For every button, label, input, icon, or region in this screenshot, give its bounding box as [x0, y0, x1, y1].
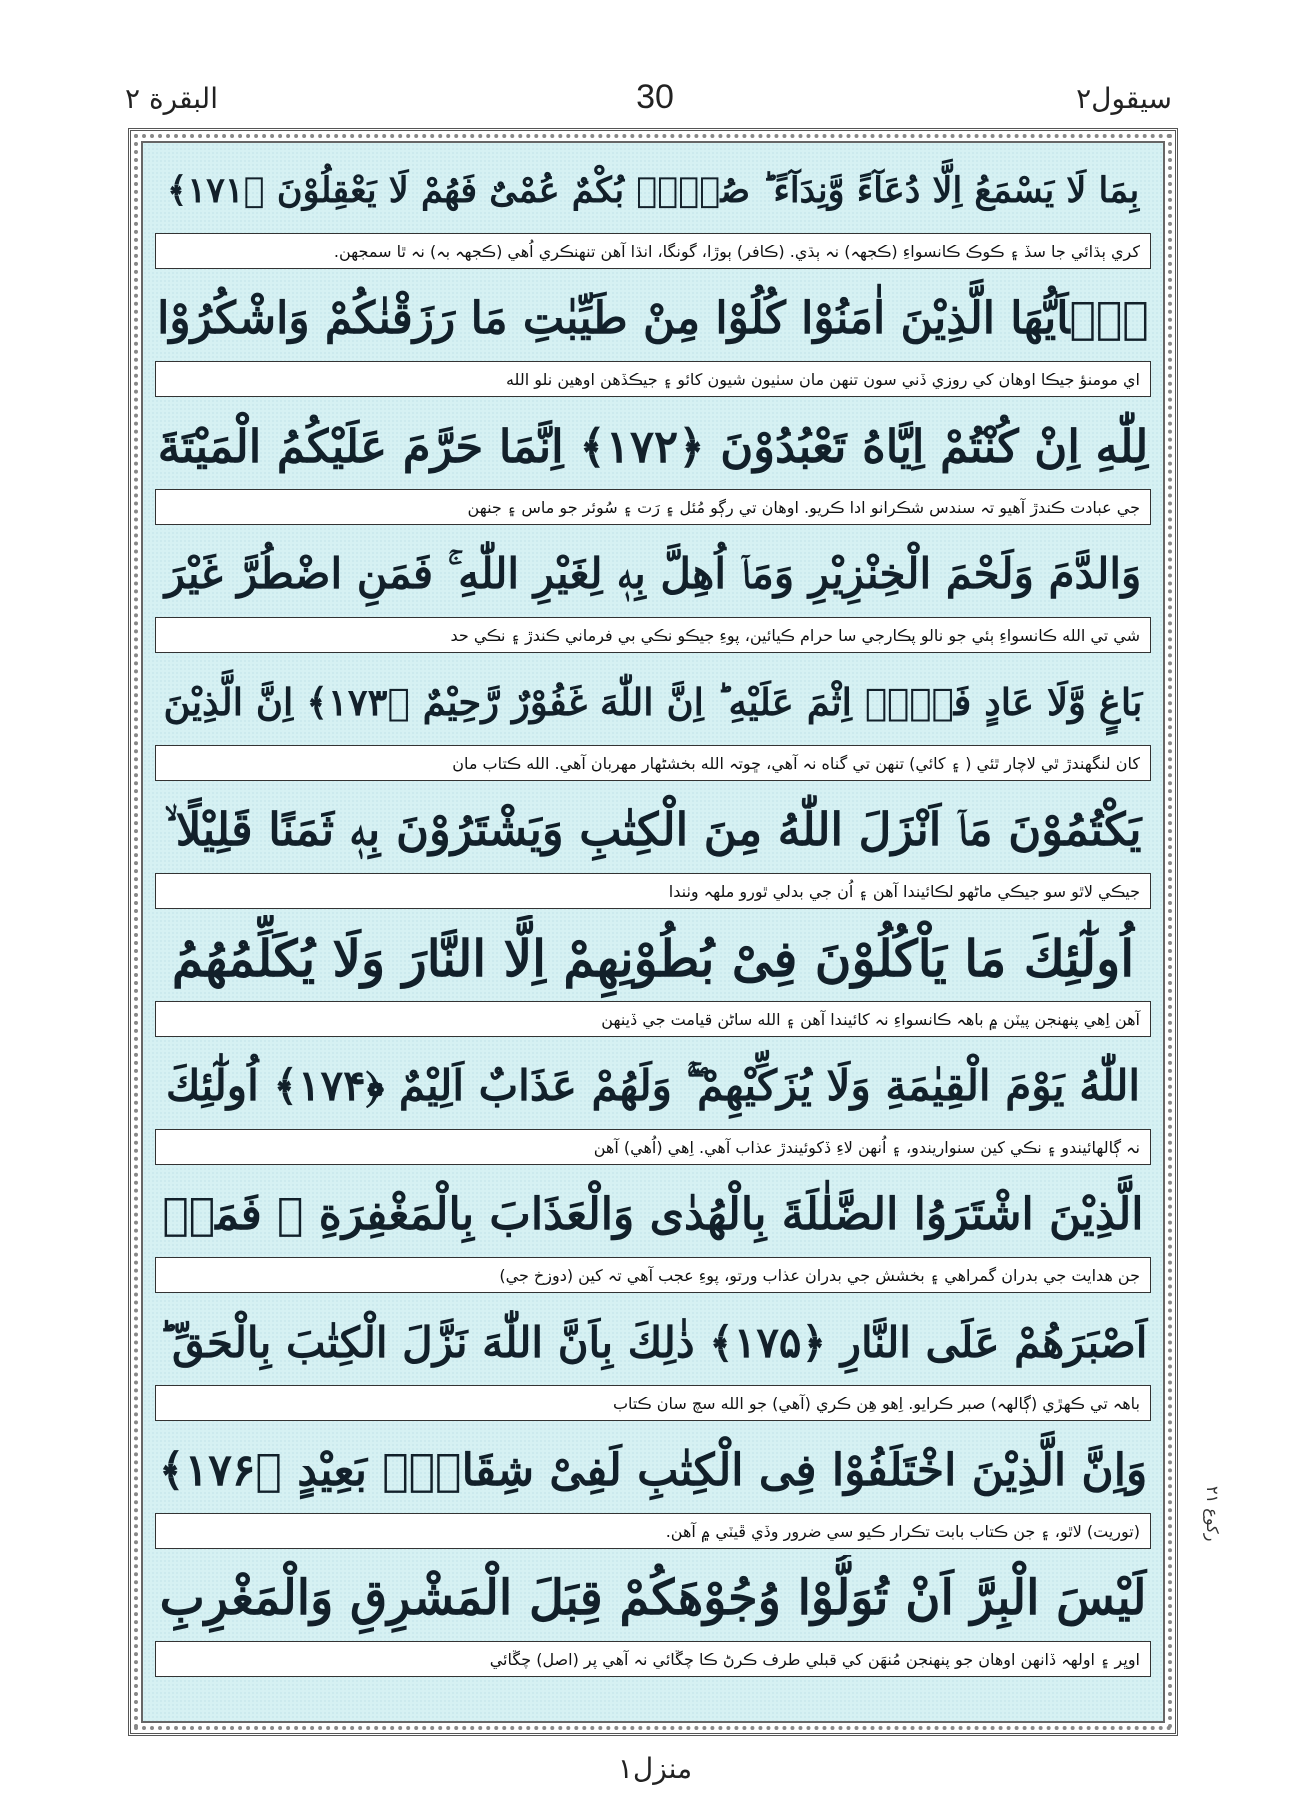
translation-line-7: آهن اِهي پنهنجن پيٽن ۾ باهہ ڪانسواءِ نہ کائيندا آهن ۽ الله ساڻن قيامت جي ڏينهن: [155, 1001, 1151, 1037]
translation-line-10: باهہ تي ڪهڙي (ڳالهہ) صبر ڪرايو. اِهو هِن ڪري (آهي) جو الله سچ سان ڪتاب: [155, 1385, 1151, 1421]
arabic-line-7: اُولٰٓئِكَ مَا يَاْكُلُوْنَ فِیْ بُطُوْنِهِمْ اِلَّا النَّارَ وَلَا يُكَلِّمُهُمُ: [171, 928, 1135, 988]
translation-line-5: کان لنگهندڙ ٿي لاچار ٿئي ( ۽ کائي) تنهن تي گناه نہ آهي، ڇوتہ الله بخشڻهار مهربان آهي. الله ڪتاب مان: [155, 745, 1151, 781]
translation-line-1: كري ٻڌائي جا سڏ ۽ ڪوڪ ڪانسواءِ (ڪجهہ) نہ ٻڌي. (ڪافر) ٻوڙا، گونگا، انڌا آهن تنهنڪري اُهي (ڪجهہ بہ) نہ ٿا سمجهن.: [155, 233, 1151, 269]
arabic-line-6: يَكْتُمُوْنَ مَاۤ اَنْزَلَ اللّٰهُ مِنَ الْكِتٰبِ وَيَشْتَرُوْنَ بِهٖ ثَمَنًا قَلِيْلًا ۙ: [164, 803, 1142, 856]
translation-line-12: اوڀر ۽ اولهہ ڏانهن اوهان جو پنهنجن مُنهَن کي قبلي طرف ڪرڻ ڪا چڱائي نہ آهي پر (اصل) چڱائي: [155, 1641, 1151, 1677]
translation-line-9: جن هدايت جي بدران گمراهي ۽ بخشش جي بدران عذاب ورتو، پوءِ عجب آهي تہ کين (دوزخ جي): [155, 1257, 1151, 1293]
arabic-line-3: لِلّٰهِ اِنْ كُنْتُمْ اِيَّاهُ تَعْبُدُوْنَ ﴿۱۷۲﴾ اِنَّمَا حَرَّمَ عَلَيْكُمُ الْمَيْتَةَ: [157, 419, 1149, 473]
translation-line-6: جيڪي لاٿو سو جيڪي ماڻهو لڪائيندا آهن ۽ اُن جي بدلي ٿورو ملهہ وٺندا: [155, 873, 1151, 909]
page-frame: [128, 128, 1178, 1736]
arabic-line-12: لَيْسَ الْبِرَّ اَنْ تُوَلُّوْا وُجُوْهَكُمْ قِبَلَ الْمَشْرِقِ وَالْمَغْرِبِ: [159, 1570, 1147, 1626]
translation-line-11: (توريت) لاٿو، ۽ جن ڪتاب بابت تڪرار ڪيو سي ضرور وڏي ڦيٽي ۾ آهن.: [155, 1513, 1151, 1549]
arabic-line-10: اَصْبَرَهُمْ عَلَى النَّارِ ﴿۱۷۵﴾ ذٰلِكَ بِاَنَّ اللّٰهَ نَزَّلَ الْكِتٰبَ بِالْحَقِّ ؕ: [158, 1317, 1148, 1367]
arabic-line-8: اللّٰهُ يَوْمَ الْقِيٰمَةِ وَلَا يُزَكِّيْهِمْ ۖۚ وَلَهُمْ عَذَابٌ اَلِيْمٌ ﴿۱۷۴﴾ اُولٰٓئِكَ: [165, 1061, 1141, 1110]
arabic-line-4: وَالدَّمَ وَلَحْمَ الْخِنْزِيْرِ وَمَاۤ اُهِلَّ بِهٖ لِغَيْرِ اللّٰهِ ۚ فَمَنِ اضْطُرَّ غَيْرَ: [164, 549, 1142, 598]
ruku-marker: ركوع ٢١: [1203, 1486, 1222, 1542]
manzil-footer: منزل١: [617, 1752, 693, 1785]
juz-name: سيقول٢: [1076, 82, 1172, 115]
arabic-line-2: يٰۤاَيُّهَا الَّذِيْنَ اٰمَنُوْا كُلُوْا مِنْ طَيِّبٰتِ مَا رَزَقْنٰكُمْ وَاشْكُرُوْا: [157, 292, 1149, 344]
translation-line-4: شي تي الله ڪانسواءِ ٻئي جو نالو پڪارجي سا حرام ڪيائين، پوءِ جيڪو نڪي بي فرماني ڪندڙ ۽ نڪي حد: [155, 617, 1151, 653]
surah-name: البقرة ٢: [125, 82, 218, 115]
translation-line-3: جي عبادت ڪندڙ آهيو تہ سندس شڪرانو ادا ڪريو. اوهان تي رڳو مُئل ۽ رَت ۽ سُوئر جو ماس ۽ جنهن: [155, 489, 1151, 525]
text-area: [141, 141, 1165, 1723]
arabic-line-5: بَاغٍ وَّلَا عَادٍ فَلَاۤ اِثْمَ عَلَيْهِ ؕ اِنَّ اللّٰهَ غَفُوْرٌ رَّحِيْمٌ ﴿۱۷۳﴾ اِنَّ الَّذِيْنَ: [163, 680, 1143, 724]
arabic-line-11: وَاِنَّ الَّذِيْنَ اخْتَلَفُوْا فِی الْكِتٰبِ لَفِیْ شِقَاقٍۢ بَعِيْدٍ ﴿۱۷۶﴾: [158, 1444, 1148, 1496]
translation-line-2: اي مومنؤ جيڪا اوهان کي روزي ڏني سون تنهن مان سٺيون شيون کائو ۽ جيڪڏهن اوهين نلو الله: [155, 361, 1151, 397]
translation-line-8: نہ ڳالهائيندو ۽ نڪي کين سنواريندو، ۽ اُنهن لاءِ ڏکوئيندڙ عذاب آهي. اِهي (اُهي) آهن: [155, 1129, 1151, 1165]
arabic-line-1: بِمَا لَا يَسْمَعُ اِلَّا دُعَآءً وَّنِدَآءً ؕ صُمٌّۢ بُكْمٌ عُمْیٌ فَهُمْ لَا يَعْقِلُوْنَ ﴿۱۷۱﴾: [166, 169, 1140, 211]
arabic-line-9: الَّذِيْنَ اشْتَرَوُا الضَّلٰلَةَ بِالْهُدٰى وَالْعَذَابَ بِالْمَغْفِرَةِ ۚ فَمَاۤ: [162, 1188, 1144, 1240]
page-number: 30: [636, 78, 674, 116]
